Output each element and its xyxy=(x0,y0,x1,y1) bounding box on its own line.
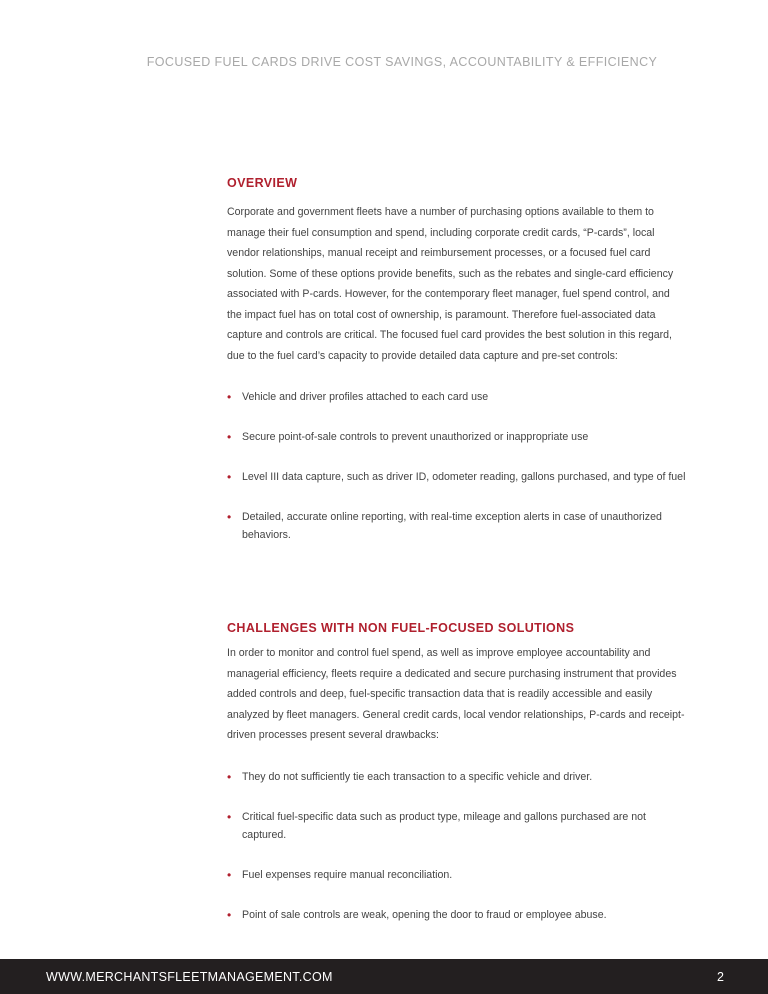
challenges-bullet-list xyxy=(227,768,687,924)
list-item-text: Critical fuel-specific data such as product type, mileage and gallons purchased are not captured. xyxy=(242,810,646,841)
list-item xyxy=(227,428,687,446)
bullet-dot-icon: • xyxy=(227,769,232,784)
bullet-dot-icon: • xyxy=(227,907,232,922)
overview-paragraph: Corporate and government fleets have a number of purchasing options available to them to manage their fuel consumption and spend, including corporate credit cards, “P-cards”, local vendor relationships, manual receipt and reimbursement processes, or a focused fuel card solution. Some of these options provide benefits, such as the rebates and single-card efficiency associated with P-cards. However, for the contemporary fleet manager, fuel spend control, and the impact fuel has on total cost of ownership, is paramount. Therefore fuel-associated data capture and controls are critical. The focused fuel card provides the best solution in this regard, due to the fuel card’s capacity to provide detailed data capture and pre-set controls: xyxy=(227,206,674,362)
bullet-dot-icon: • xyxy=(227,510,232,524)
list-item xyxy=(227,768,687,786)
list-item-text: Detailed, accurate online reporting, with real-time exception alerts in case of unauthorized behaviors. xyxy=(242,511,662,541)
overview-bullet-list xyxy=(227,388,687,544)
list-item-text: Fuel expenses require manual reconciliation. xyxy=(242,868,453,881)
page-footer xyxy=(0,959,768,994)
list-item-text: Vehicle and driver profiles attached to each card use xyxy=(242,391,489,403)
list-item-text: Level III data capture, such as driver ID, odometer reading, gallons purchased, and type of fuel xyxy=(242,471,686,483)
overview-heading: OVERVIEW xyxy=(227,176,298,190)
bullet-dot-icon: • xyxy=(227,809,232,824)
list-item xyxy=(227,468,687,486)
document-header-title: FOCUSED FUEL CARDS DRIVE COST SAVINGS, ACCOUNTABILITY & EFFICIENCY xyxy=(146,55,658,69)
list-item xyxy=(227,508,687,544)
challenges-section xyxy=(227,621,687,924)
challenges-heading: CHALLENGES WITH NON FUEL-FOCUSED SOLUTIONS xyxy=(227,621,575,635)
list-item-text: They do not sufficiently tie each transaction to a specific vehicle and driver. xyxy=(242,770,593,783)
footer-website-link[interactable]: WWW.MERCHANTSFLEETMANAGEMENT.COM xyxy=(46,970,333,984)
list-item-text: Secure point-of-sale controls to prevent unauthorized or inappropriate use xyxy=(242,431,589,443)
list-item xyxy=(227,388,687,406)
bullet-dot-icon: • xyxy=(227,867,232,882)
page-number: 2 xyxy=(717,970,724,984)
challenges-paragraph: In order to monitor and control fuel spend, as well as improve employee accountability and managerial efficiency, fleets require a dedicated and secure purchasing instrument that provides added controls and deep, fuel-specific transaction data that is readily accessible and easily analyzed by fleet managers. General credit cards, local vendor relationships, P-cards and receipt-driven processes present several drawbacks: xyxy=(227,647,685,741)
bullet-dot-icon: • xyxy=(227,430,232,444)
list-item xyxy=(227,808,687,844)
list-item-text: Point of sale controls are weak, opening the door to fraud or employee abuse. xyxy=(242,908,607,921)
list-item xyxy=(227,866,687,884)
bullet-dot-icon: • xyxy=(227,390,232,404)
list-item xyxy=(227,906,687,924)
overview-section xyxy=(227,176,687,544)
bullet-dot-icon: • xyxy=(227,470,232,484)
